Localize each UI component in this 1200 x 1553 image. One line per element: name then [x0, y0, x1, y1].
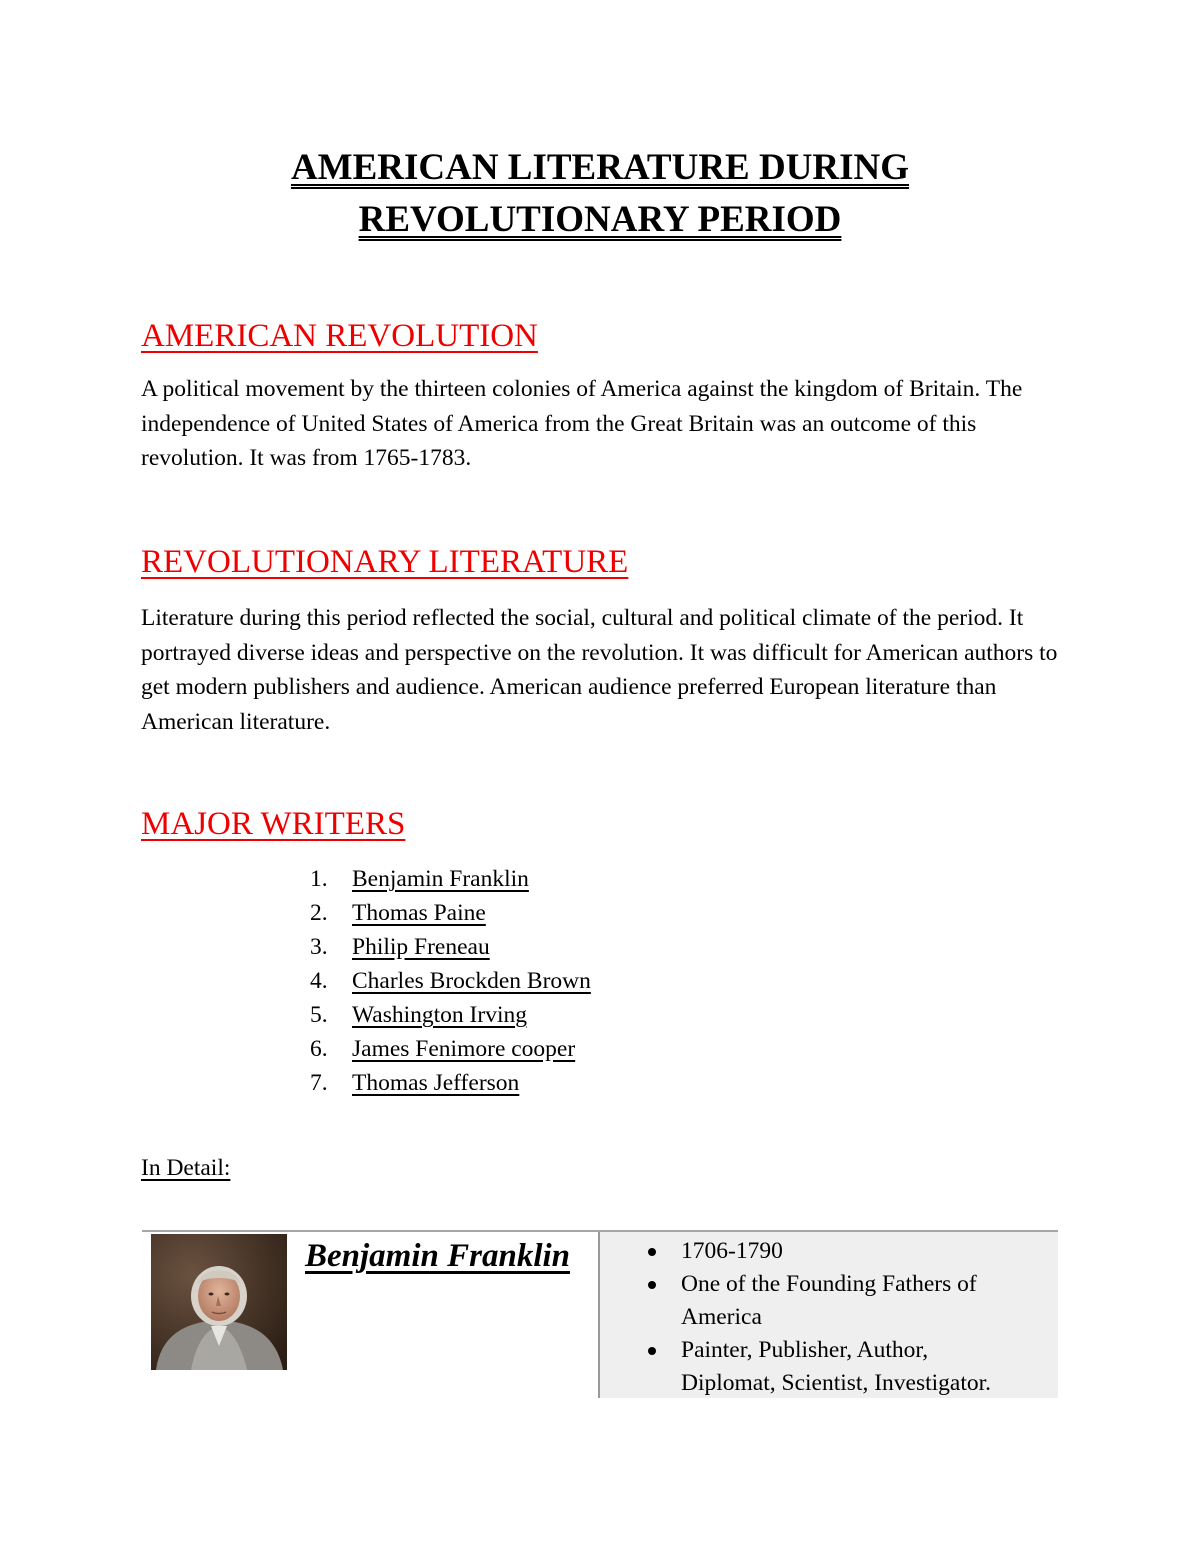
list-item — [310, 930, 591, 964]
franklin-facts-list — [600, 1235, 1001, 1400]
fact-item: Painter, Publisher, Author, Diplomat, Scientist, Investigator. — [600, 1334, 1001, 1400]
portrait-illustration — [151, 1234, 287, 1370]
writer-name: Benjamin Franklin — [352, 866, 529, 892]
title-line-2: REVOLUTIONARY PERIOD — [358, 199, 842, 240]
list-item — [310, 862, 591, 896]
writer-name: Thomas Jefferson — [352, 1070, 520, 1096]
in-detail-label: In Detail: — [141, 1155, 231, 1181]
list-number: 4. — [310, 968, 328, 994]
writer-name: James Fenimore cooper — [352, 1036, 576, 1062]
franklin-detail-table — [142, 1230, 1058, 1398]
franklin-facts-cell — [600, 1232, 1058, 1398]
franklin-portrait-image — [151, 1234, 287, 1370]
revolution-paragraph: A political movement by the thirteen colonies of America against the kingdom of Britain. The independence of United States of America from the Great Britain was an outcome of this revolution. It was from 1765-1783. — [141, 376, 1023, 471]
writer-name: Washington Irving — [352, 1002, 527, 1028]
fact-item: One of the Founding Fathers of America — [600, 1268, 1001, 1334]
title-line-1: AMERICAN LITERATURE DURING — [290, 147, 910, 188]
list-number: 1. — [310, 866, 328, 892]
heading-major-writers: MAJOR WRITERS — [141, 806, 406, 842]
list-item — [310, 1066, 591, 1100]
franklin-name: Benjamin Franklin — [305, 1238, 571, 1274]
list-item — [310, 896, 591, 930]
list-number: 7. — [310, 1070, 328, 1096]
list-item — [310, 998, 591, 1032]
fact-item: 1706-1790 — [600, 1235, 1001, 1268]
heading-revolutionary-literature: REVOLUTIONARY LITERATURE — [141, 544, 629, 580]
writer-name: Thomas Paine — [352, 900, 486, 926]
literature-paragraph: Literature during this period reflected the social, cultural and political climate of the period. It portrayed diverse ideas and perspective on the revolution. It was difficult for American authors to get modern publishers and audience. American audience preferred European literature than American literature. — [141, 605, 1058, 735]
list-number: 6. — [310, 1036, 328, 1062]
list-number: 5. — [310, 1002, 328, 1028]
list-item — [310, 964, 591, 998]
major-writers-list — [310, 862, 591, 1100]
list-number: 3. — [310, 934, 328, 960]
document-title — [0, 142, 1200, 246]
list-item — [310, 1032, 591, 1066]
list-number: 2. — [310, 900, 328, 926]
heading-american-revolution: AMERICAN REVOLUTION — [141, 318, 538, 354]
writer-name: Charles Brockden Brown — [352, 968, 591, 994]
writer-name: Philip Freneau — [352, 934, 490, 960]
